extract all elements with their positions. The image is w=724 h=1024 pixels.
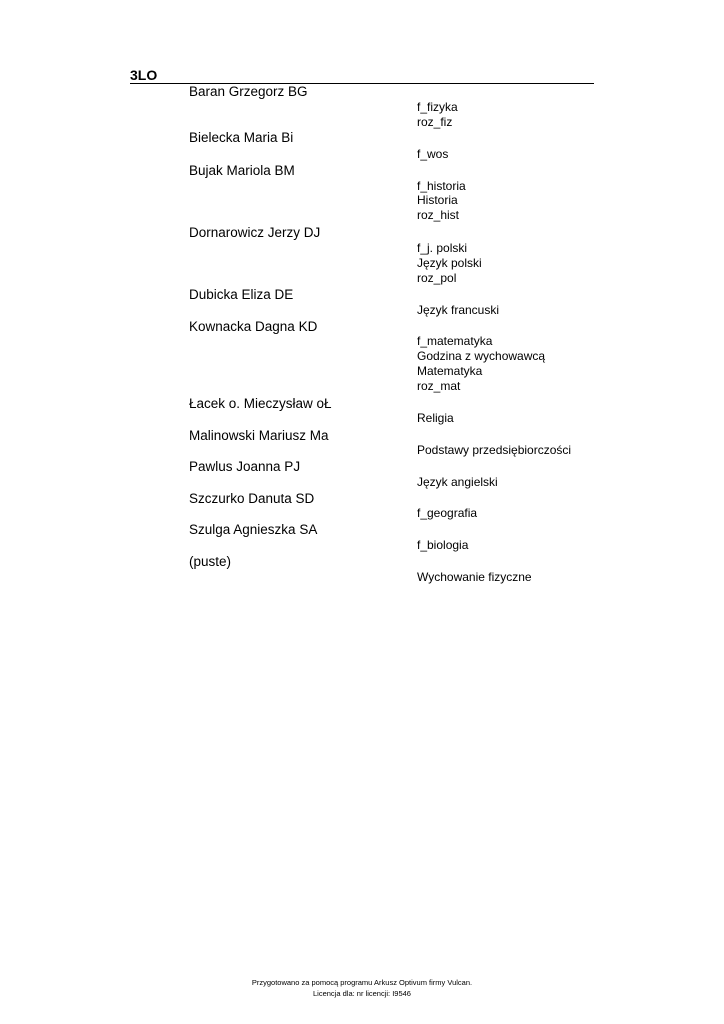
subject-item: roz_pol bbox=[417, 271, 457, 285]
subject-item: f_historia bbox=[417, 179, 466, 193]
subject-item: Historia bbox=[417, 193, 458, 207]
teacher-name: Szczurko Danuta SD bbox=[189, 491, 315, 506]
subject-item: Język angielski bbox=[417, 475, 498, 489]
teacher-name: Pawlus Joanna PJ bbox=[189, 459, 301, 474]
subject-item: f_j. polski bbox=[417, 241, 468, 255]
subject-item: Wychowanie fizyczne bbox=[417, 570, 532, 584]
teacher-name: Dubicka Eliza DE bbox=[189, 287, 294, 302]
teacher-name: (puste) bbox=[189, 554, 232, 569]
subject-item: f_fizyka bbox=[417, 100, 458, 114]
teacher-name: Dornarowicz Jerzy DJ bbox=[189, 225, 321, 240]
subject-item: Matematyka bbox=[417, 364, 483, 378]
teacher-name: Malinowski Mariusz Ma bbox=[189, 428, 329, 443]
class-name: 3LO bbox=[130, 67, 158, 83]
subject-item: f_matematyka bbox=[417, 334, 493, 348]
subject-item: f_geografia bbox=[417, 506, 478, 520]
subject-item: roz_fiz bbox=[417, 115, 453, 129]
subject-item: roz_hist bbox=[417, 208, 460, 222]
teacher-name: Baran Grzegorz BG bbox=[189, 84, 308, 99]
page-header bbox=[130, 67, 594, 84]
teacher-name: Bujak Mariola BM bbox=[189, 163, 295, 178]
subject-item: Podstawy przedsiębiorczości bbox=[417, 443, 572, 457]
teacher-name: Łacek o. Mieczysław oŁ bbox=[189, 396, 332, 411]
subject-item: f_wos bbox=[417, 147, 449, 161]
subject-item: Godzina z wychowawcą bbox=[417, 349, 546, 363]
subject-item: f_biologia bbox=[417, 538, 469, 552]
footer-line-2: Licencja dla: nr licencji: I9546 bbox=[313, 989, 411, 998]
teacher-name: Kownacka Dagna KD bbox=[189, 319, 318, 334]
footer-line-1: Przygotowano za pomocą programu Arkusz Optivum firmy Vulcan. bbox=[251, 978, 473, 987]
teacher-name: Szulga Agnieszka SA bbox=[189, 522, 318, 537]
subject-item: Język francuski bbox=[417, 303, 500, 317]
teacher-name: Bielecka Maria Bi bbox=[189, 130, 294, 145]
subject-item: Język polski bbox=[417, 256, 482, 270]
subject-item: roz_mat bbox=[417, 379, 461, 393]
subject-item: Religia bbox=[417, 411, 454, 425]
